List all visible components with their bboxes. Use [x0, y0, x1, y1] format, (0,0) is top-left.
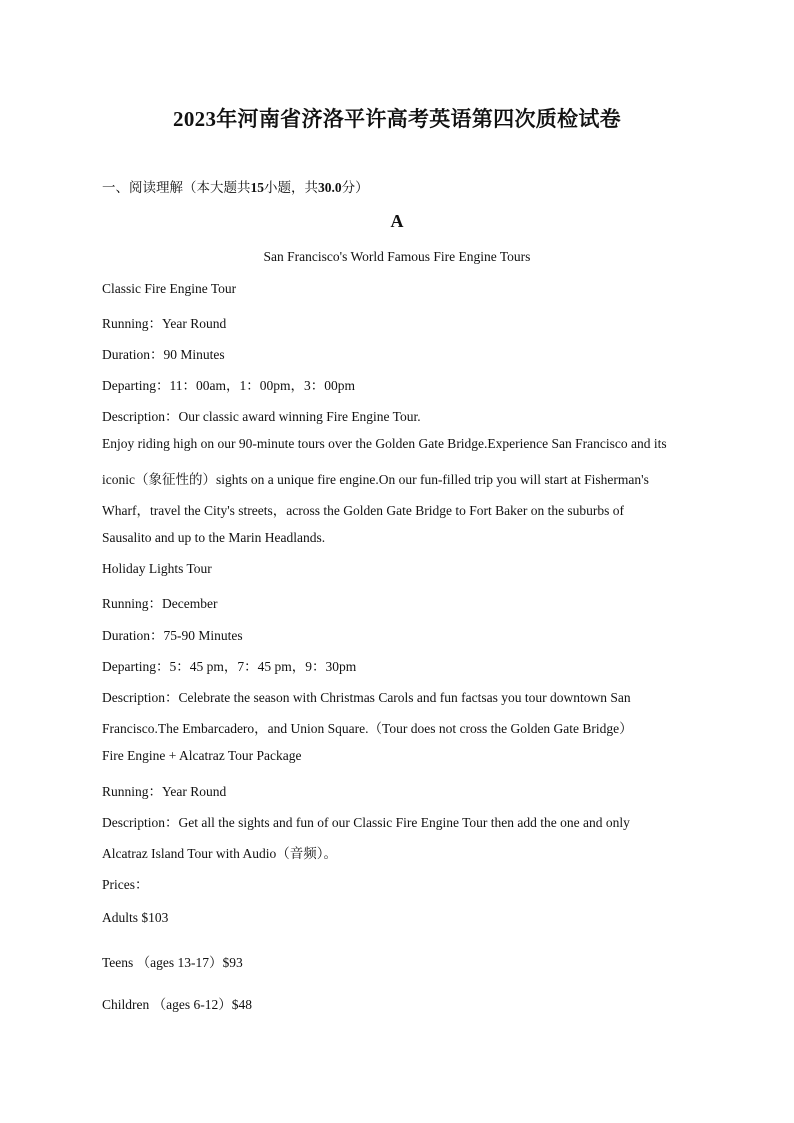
passage-line: Running：December	[102, 596, 218, 611]
passage-line: Description：Celebrate the season with Christmas Carols and fun factsas you tour downtown San	[102, 690, 631, 705]
passage-line: Fire Engine + Alcatraz Tour Package	[102, 748, 302, 763]
total-score: 30.0	[318, 180, 342, 195]
passage-line: Duration：75-90 Minutes	[102, 628, 243, 643]
price-line: Teens （ages 13-17）$93	[102, 955, 243, 970]
passage-label: A	[390, 211, 404, 231]
passage-line: Wharf，travel the City's streets，across the Golden Gate Bridge to Fort Baker on the suburbs of	[102, 503, 625, 518]
passage-title: San Francisco's World Famous Fire Engine Tours	[263, 249, 531, 264]
passage-line: Description：Get all the sights and fun of our Classic Fire Engine Tour then add the one and only	[102, 815, 630, 830]
passage-line: Francisco.The Embarcadero，and Union Square.（Tour does not cross the Golden Gate Bridge）	[102, 721, 633, 736]
price-line: Adults $103	[102, 910, 169, 925]
passage-line: Duration：90 Minutes	[102, 347, 225, 362]
passage-line: Running：Year Round	[102, 784, 227, 799]
section-heading	[102, 176, 369, 196]
passage-line: Running：Year Round	[102, 316, 227, 331]
passage-line: Departing：5：45 pm，7：45 pm，9：30pm	[102, 659, 357, 674]
passage-line: Enjoy riding high on our 90-minute tours over the Golden Gate Bridge.Experience San Francisco and its	[102, 436, 667, 451]
passage-line: Sausalito and up to the Marin Headlands.	[102, 530, 326, 545]
page-title: 2023年河南省济洛平许高考英语第四次质检试卷	[173, 107, 621, 131]
passage-line: Description：Our classic award winning Fire Engine Tour.	[102, 409, 421, 424]
passage-line: Prices：	[102, 877, 149, 892]
passage-line: Classic Fire Engine Tour	[102, 281, 237, 296]
passage-line: iconic（象征性的）sights on a unique fire engine.On our fun-filled trip you will start at Fisherman's	[102, 472, 649, 487]
passage-line: Departing：11：00am，1：00pm，3：00pm	[102, 378, 355, 393]
section-middle: 小题，共	[264, 180, 318, 195]
price-line: Children （ages 6-12）$48	[102, 997, 252, 1012]
passage-line: Alcatraz Island Tour with Audio（音频）。	[102, 846, 338, 861]
section-prefix: 一、阅读理解（本大题共	[102, 180, 251, 195]
passage-line: Holiday Lights Tour	[102, 561, 212, 576]
question-count: 15	[250, 180, 264, 195]
section-suffix: 分）	[341, 180, 369, 195]
